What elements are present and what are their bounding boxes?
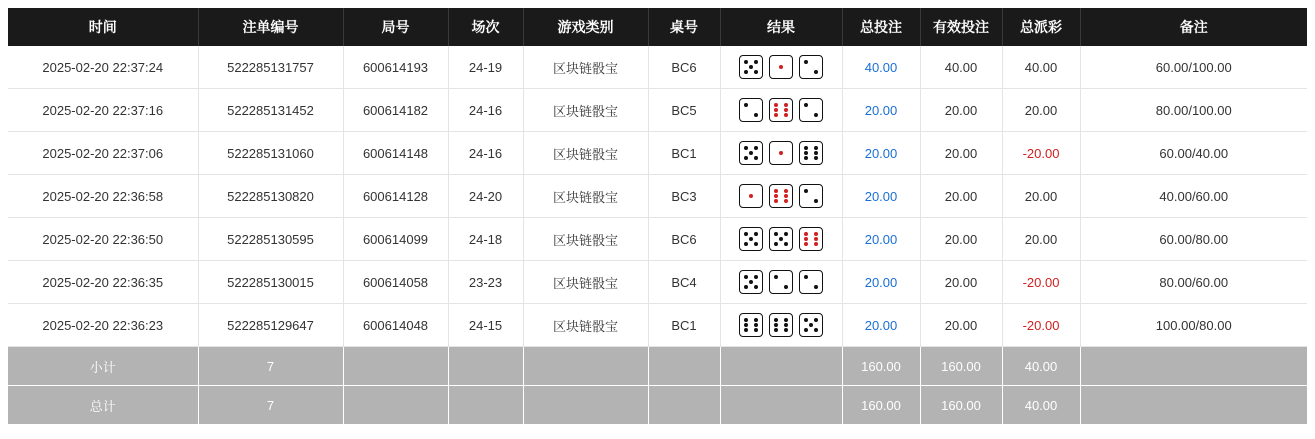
dice-pip — [804, 318, 808, 322]
dice-face-2 — [769, 270, 793, 294]
dice-pip — [774, 275, 778, 279]
dice-face-6 — [769, 98, 793, 122]
table-header-row — [8, 8, 1307, 46]
dice-face-5 — [739, 141, 763, 165]
dice-pip — [754, 232, 758, 236]
table-row[interactable] — [8, 132, 1307, 175]
cell-total-bet[interactable]: 20.00 — [842, 175, 920, 218]
dice-group — [725, 270, 838, 294]
cell-bet-id: 522285131757 — [198, 46, 343, 89]
summary-row — [8, 386, 1307, 425]
dice-pip — [804, 103, 808, 107]
summary-count: 7 — [198, 386, 343, 425]
column-header-round-no[interactable]: 局号 — [343, 8, 448, 46]
dice-pip — [779, 151, 783, 155]
dice-pip — [774, 242, 778, 246]
dice-face-5 — [769, 227, 793, 251]
cell-session: 24-16 — [448, 132, 523, 175]
dice-pip — [774, 232, 778, 236]
dice-face-5 — [739, 227, 763, 251]
summary-remark — [1080, 347, 1307, 386]
summary-count: 7 — [198, 347, 343, 386]
dice-pip — [804, 60, 808, 64]
dice-pip — [774, 103, 778, 107]
dice-face-5 — [739, 270, 763, 294]
cell-round-no: 600614099 — [343, 218, 448, 261]
cell-round-no: 600614048 — [343, 304, 448, 347]
column-header-result[interactable]: 结果 — [720, 8, 842, 46]
cell-total-bet[interactable]: 20.00 — [842, 304, 920, 347]
dice-pip — [754, 113, 758, 117]
cell-time: 2025-02-20 22:36:50 — [8, 218, 198, 261]
cell-result — [720, 175, 842, 218]
dice-pip — [809, 323, 813, 327]
dice-pip — [774, 194, 778, 198]
dice-pip — [784, 189, 788, 193]
cell-game-type: 区块链骰宝 — [523, 46, 648, 89]
cell-total-bet[interactable]: 20.00 — [842, 261, 920, 304]
dice-pip — [749, 194, 753, 198]
cell-bet-id: 522285130015 — [198, 261, 343, 304]
dice-pip — [749, 237, 753, 241]
cell-remark: 100.00/80.00 — [1080, 304, 1307, 347]
dice-group — [725, 141, 838, 165]
dice-group — [725, 98, 838, 122]
cell-game-type: 区块链骰宝 — [523, 261, 648, 304]
dice-pip — [784, 103, 788, 107]
cell-remark: 60.00/40.00 — [1080, 132, 1307, 175]
dice-pip — [804, 237, 808, 241]
cell-payout: 20.00 — [1002, 89, 1080, 132]
dice-pip — [814, 151, 818, 155]
cell-result — [720, 132, 842, 175]
cell-round-no: 600614182 — [343, 89, 448, 132]
summary-label: 小计 — [8, 347, 198, 386]
cell-result — [720, 261, 842, 304]
dice-pip — [804, 275, 808, 279]
cell-payout: 40.00 — [1002, 46, 1080, 89]
dice-pip — [804, 242, 808, 246]
cell-time: 2025-02-20 22:37:06 — [8, 132, 198, 175]
column-header-payout[interactable]: 总派彩 — [1002, 8, 1080, 46]
cell-bet-id: 522285129647 — [198, 304, 343, 347]
dice-pip — [749, 65, 753, 69]
cell-valid-bet: 40.00 — [920, 46, 1002, 89]
summary-label: 总计 — [8, 386, 198, 425]
dice-pip — [754, 328, 758, 332]
dice-pip — [754, 275, 758, 279]
dice-pip — [784, 113, 788, 117]
dice-pip — [814, 146, 818, 150]
summary-total-bet: 160.00 — [842, 386, 920, 425]
dice-pip — [804, 146, 808, 150]
dice-pip — [784, 285, 788, 289]
dice-pip — [814, 242, 818, 246]
dice-pip — [744, 70, 748, 74]
cell-payout: 20.00 — [1002, 175, 1080, 218]
dice-pip — [779, 65, 783, 69]
bet-history-table — [8, 8, 1307, 425]
dice-face-2 — [799, 184, 823, 208]
summary-table-no — [648, 347, 720, 386]
cell-total-bet[interactable]: 20.00 — [842, 132, 920, 175]
dice-pip — [804, 232, 808, 236]
dice-pip — [744, 323, 748, 327]
dice-pip — [784, 328, 788, 332]
cell-table-no: BC6 — [648, 218, 720, 261]
dice-pip — [774, 189, 778, 193]
dice-pip — [754, 70, 758, 74]
cell-valid-bet: 20.00 — [920, 304, 1002, 347]
dice-group — [725, 184, 838, 208]
dice-pip — [804, 189, 808, 193]
cell-session: 24-19 — [448, 46, 523, 89]
dice-pip — [744, 60, 748, 64]
summary-game-type — [523, 386, 648, 425]
dice-pip — [814, 237, 818, 241]
table-row[interactable] — [8, 261, 1307, 304]
summary-total-bet: 160.00 — [842, 347, 920, 386]
summary-payout: 40.00 — [1002, 347, 1080, 386]
cell-session: 24-15 — [448, 304, 523, 347]
dice-pip — [754, 146, 758, 150]
dice-pip — [754, 156, 758, 160]
cell-table-no: BC5 — [648, 89, 720, 132]
dice-pip — [774, 328, 778, 332]
summary-result — [720, 386, 842, 425]
cell-remark: 60.00/80.00 — [1080, 218, 1307, 261]
cell-session: 24-18 — [448, 218, 523, 261]
dice-pip — [814, 232, 818, 236]
cell-remark: 80.00/60.00 — [1080, 261, 1307, 304]
column-header-game-type[interactable]: 游戏类别 — [523, 8, 648, 46]
cell-valid-bet: 20.00 — [920, 89, 1002, 132]
summary-round-no — [343, 347, 448, 386]
cell-result — [720, 304, 842, 347]
cell-bet-id: 522285131060 — [198, 132, 343, 175]
dice-pip — [774, 199, 778, 203]
dice-pip — [784, 232, 788, 236]
table-row[interactable] — [8, 175, 1307, 218]
dice-pip — [804, 156, 808, 160]
cell-result — [720, 46, 842, 89]
summary-remark — [1080, 386, 1307, 425]
column-header-session[interactable]: 场次 — [448, 8, 523, 46]
dice-pip — [784, 242, 788, 246]
dice-pip — [814, 70, 818, 74]
cell-remark: 60.00/100.00 — [1080, 46, 1307, 89]
table-row[interactable] — [8, 218, 1307, 261]
dice-pip — [744, 146, 748, 150]
dice-face-1 — [769, 141, 793, 165]
dice-face-2 — [739, 98, 763, 122]
dice-face-1 — [739, 184, 763, 208]
summary-game-type — [523, 347, 648, 386]
dice-pip — [814, 199, 818, 203]
cell-table-no: BC4 — [648, 261, 720, 304]
dice-pip — [744, 328, 748, 332]
dice-pip — [774, 113, 778, 117]
dice-face-6 — [769, 184, 793, 208]
cell-bet-id: 522285130820 — [198, 175, 343, 218]
cell-total-bet[interactable]: 20.00 — [842, 89, 920, 132]
dice-pip — [779, 237, 783, 241]
cell-result — [720, 89, 842, 132]
summary-valid-bet: 160.00 — [920, 386, 1002, 425]
table-row[interactable] — [8, 89, 1307, 132]
dice-pip — [774, 108, 778, 112]
dice-pip — [814, 285, 818, 289]
dice-pip — [754, 323, 758, 327]
cell-table-no: BC1 — [648, 132, 720, 175]
cell-game-type: 区块链骰宝 — [523, 175, 648, 218]
cell-valid-bet: 20.00 — [920, 218, 1002, 261]
dice-face-6 — [799, 141, 823, 165]
cell-session: 24-16 — [448, 89, 523, 132]
dice-group — [725, 227, 838, 251]
cell-bet-id: 522285131452 — [198, 89, 343, 132]
dice-face-2 — [799, 270, 823, 294]
cell-game-type: 区块链骰宝 — [523, 304, 648, 347]
dice-pip — [744, 232, 748, 236]
summary-result — [720, 347, 842, 386]
dice-pip — [754, 60, 758, 64]
cell-table-no: BC3 — [648, 175, 720, 218]
cell-game-type: 区块链骰宝 — [523, 89, 648, 132]
cell-total-bet[interactable]: 40.00 — [842, 46, 920, 89]
dice-pip — [784, 323, 788, 327]
cell-round-no: 600614058 — [343, 261, 448, 304]
summary-round-no — [343, 386, 448, 425]
column-header-remark[interactable]: 备注 — [1080, 8, 1307, 46]
cell-table-no: BC6 — [648, 46, 720, 89]
cell-valid-bet: 20.00 — [920, 175, 1002, 218]
dice-pip — [784, 194, 788, 198]
cell-payout: -20.00 — [1002, 261, 1080, 304]
dice-pip — [784, 318, 788, 322]
cell-valid-bet: 20.00 — [920, 132, 1002, 175]
dice-face-6 — [799, 227, 823, 251]
summary-valid-bet: 160.00 — [920, 347, 1002, 386]
cell-table-no: BC1 — [648, 304, 720, 347]
dice-pip — [784, 199, 788, 203]
dice-face-2 — [799, 55, 823, 79]
dice-pip — [814, 318, 818, 322]
cell-round-no: 600614193 — [343, 46, 448, 89]
cell-remark: 40.00/60.00 — [1080, 175, 1307, 218]
dice-pip — [744, 103, 748, 107]
cell-valid-bet: 20.00 — [920, 261, 1002, 304]
dice-pip — [774, 318, 778, 322]
cell-time: 2025-02-20 22:36:23 — [8, 304, 198, 347]
dice-group — [725, 55, 838, 79]
dice-pip — [774, 323, 778, 327]
dice-pip — [814, 156, 818, 160]
dice-group — [725, 313, 838, 337]
dice-pip — [744, 318, 748, 322]
dice-pip — [754, 242, 758, 246]
cell-total-bet[interactable]: 20.00 — [842, 218, 920, 261]
cell-time: 2025-02-20 22:36:35 — [8, 261, 198, 304]
dice-pip — [744, 156, 748, 160]
cell-time: 2025-02-20 22:37:24 — [8, 46, 198, 89]
cell-round-no: 600614148 — [343, 132, 448, 175]
table-body — [8, 46, 1307, 425]
dice-pip — [814, 328, 818, 332]
dice-face-1 — [769, 55, 793, 79]
cell-session: 23-23 — [448, 261, 523, 304]
dice-pip — [749, 151, 753, 155]
column-header-bet-id[interactable]: 注单编号 — [198, 8, 343, 46]
dice-pip — [754, 285, 758, 289]
dice-pip — [744, 275, 748, 279]
cell-time: 2025-02-20 22:36:58 — [8, 175, 198, 218]
table-row[interactable] — [8, 46, 1307, 89]
dice-pip — [744, 242, 748, 246]
dice-face-6 — [769, 313, 793, 337]
summary-row — [8, 347, 1307, 386]
dice-face-6 — [739, 313, 763, 337]
cell-round-no: 600614128 — [343, 175, 448, 218]
column-header-valid-bet[interactable]: 有效投注 — [920, 8, 1002, 46]
table-row[interactable] — [8, 304, 1307, 347]
cell-bet-id: 522285130595 — [198, 218, 343, 261]
dice-pip — [749, 280, 753, 284]
cell-payout: -20.00 — [1002, 304, 1080, 347]
cell-payout: -20.00 — [1002, 132, 1080, 175]
dice-pip — [754, 318, 758, 322]
dice-face-5 — [799, 313, 823, 337]
column-header-time[interactable]: 时间 — [8, 8, 198, 46]
table-header — [8, 8, 1307, 46]
cell-payout: 20.00 — [1002, 218, 1080, 261]
dice-face-2 — [799, 98, 823, 122]
dice-face-5 — [739, 55, 763, 79]
dice-pip — [804, 328, 808, 332]
cell-game-type: 区块链骰宝 — [523, 132, 648, 175]
cell-result — [720, 218, 842, 261]
summary-session — [448, 347, 523, 386]
dice-pip — [804, 151, 808, 155]
dice-pip — [744, 285, 748, 289]
column-header-table-no[interactable]: 桌号 — [648, 8, 720, 46]
summary-session — [448, 386, 523, 425]
dice-pip — [784, 108, 788, 112]
cell-remark: 80.00/100.00 — [1080, 89, 1307, 132]
cell-time: 2025-02-20 22:37:16 — [8, 89, 198, 132]
summary-payout: 40.00 — [1002, 386, 1080, 425]
summary-table-no — [648, 386, 720, 425]
cell-session: 24-20 — [448, 175, 523, 218]
dice-pip — [814, 113, 818, 117]
cell-game-type: 区块链骰宝 — [523, 218, 648, 261]
column-header-total-bet[interactable]: 总投注 — [842, 8, 920, 46]
